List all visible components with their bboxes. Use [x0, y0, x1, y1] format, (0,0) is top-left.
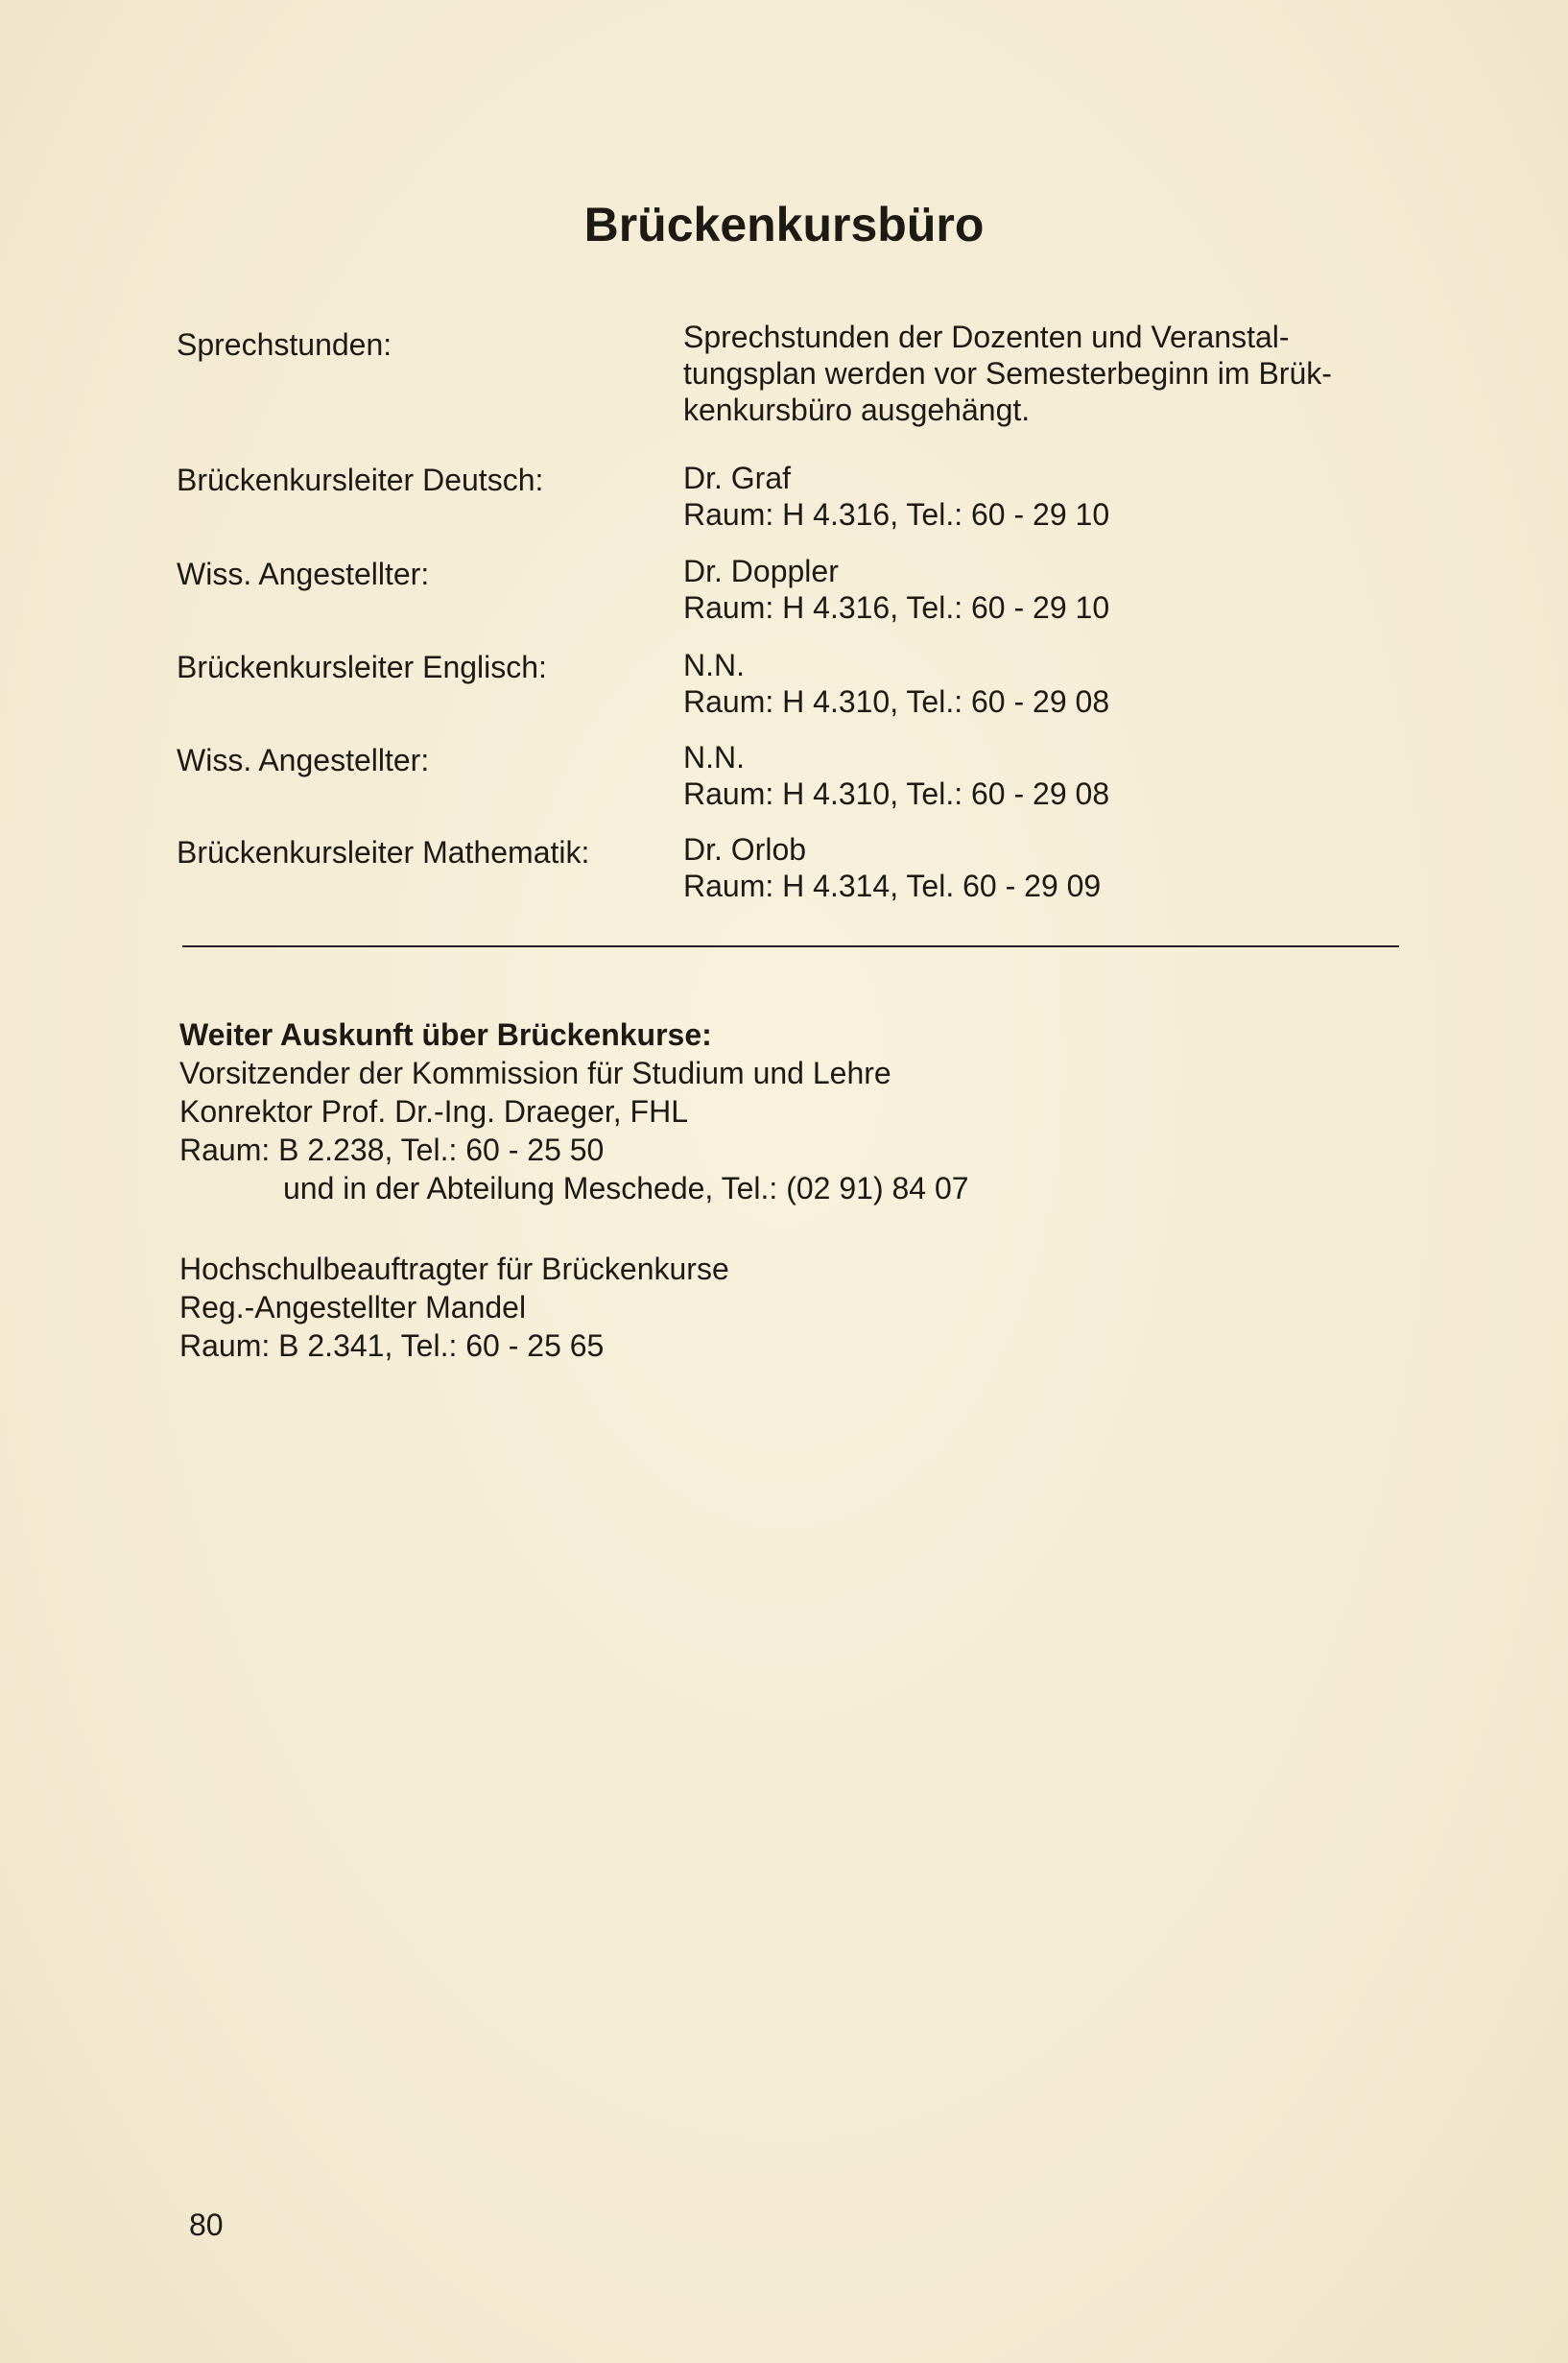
page-title: Brückenkursbüro — [583, 198, 985, 251]
row-value-deutsch — [683, 460, 1109, 533]
info-line: Konrektor Prof. Dr.-Ing. Draeger, FHL — [179, 1094, 688, 1129]
value-line: kenkursbüro ausgehängt. — [683, 393, 1031, 427]
row-label-englisch: Brückenkursleiter Englisch: — [177, 650, 547, 684]
value-line: Dr. Orlob — [683, 832, 807, 867]
value-line: Raum: H 4.314, Tel. 60 - 29 09 — [683, 869, 1102, 903]
value-line: Raum: H 4.310, Tel.: 60 - 29 08 — [683, 776, 1110, 811]
row-value-sprechstunden — [683, 319, 1413, 428]
info-line: und in der Abteilung Meschede, Tel.: (02 91) 84 07 — [283, 1171, 969, 1205]
row-value-wiss-angestellter-1 — [683, 553, 1109, 626]
value-line: N.N. — [683, 648, 745, 682]
value-line: Raum: H 4.316, Tel.: 60 - 29 10 — [683, 590, 1110, 625]
value-line: Dr. Graf — [683, 461, 792, 495]
row-label-deutsch: Brückenkursleiter Deutsch: — [177, 463, 544, 497]
value-line: Raum: H 4.316, Tel.: 60 - 29 10 — [683, 497, 1110, 532]
contact-line: Hochschulbeauftragter für Brückenkurse — [179, 1252, 729, 1286]
page-number: 80 — [189, 2208, 224, 2242]
info-line: Vorsitzender der Kommission für Studium und Lehre — [179, 1056, 891, 1090]
row-label-wiss-angestellter-2: Wiss. Angestellter: — [177, 743, 430, 777]
horizontal-divider — [182, 945, 1399, 947]
value-line: Dr. Doppler — [683, 554, 839, 588]
row-label-sprechstunden: Sprechstunden: — [177, 327, 392, 362]
row-value-englisch — [683, 647, 1109, 720]
value-line: Sprechstunden der Dozenten und Veranstal- — [683, 320, 1290, 354]
value-line: N.N. — [683, 740, 745, 775]
info-heading: Weiter Auskunft über Brückenkurse: — [179, 1017, 712, 1052]
row-label-mathematik: Brückenkursleiter Mathematik: — [177, 835, 590, 870]
contact-block — [179, 1250, 729, 1365]
value-line: Raum: H 4.310, Tel.: 60 - 29 08 — [683, 684, 1110, 719]
row-label-wiss-angestellter-1: Wiss. Angestellter: — [177, 557, 430, 591]
row-value-wiss-angestellter-2 — [683, 739, 1109, 812]
info-block — [179, 1015, 969, 1207]
info-line: Raum: B 2.238, Tel.: 60 - 25 50 — [179, 1133, 605, 1167]
contact-line: Reg.-Angestellter Mandel — [179, 1290, 527, 1325]
contact-line: Raum: B 2.341, Tel.: 60 - 25 65 — [179, 1328, 605, 1363]
row-value-mathematik — [683, 831, 1101, 904]
value-line: tungsplan werden vor Semesterbeginn im Brük- — [683, 356, 1332, 391]
